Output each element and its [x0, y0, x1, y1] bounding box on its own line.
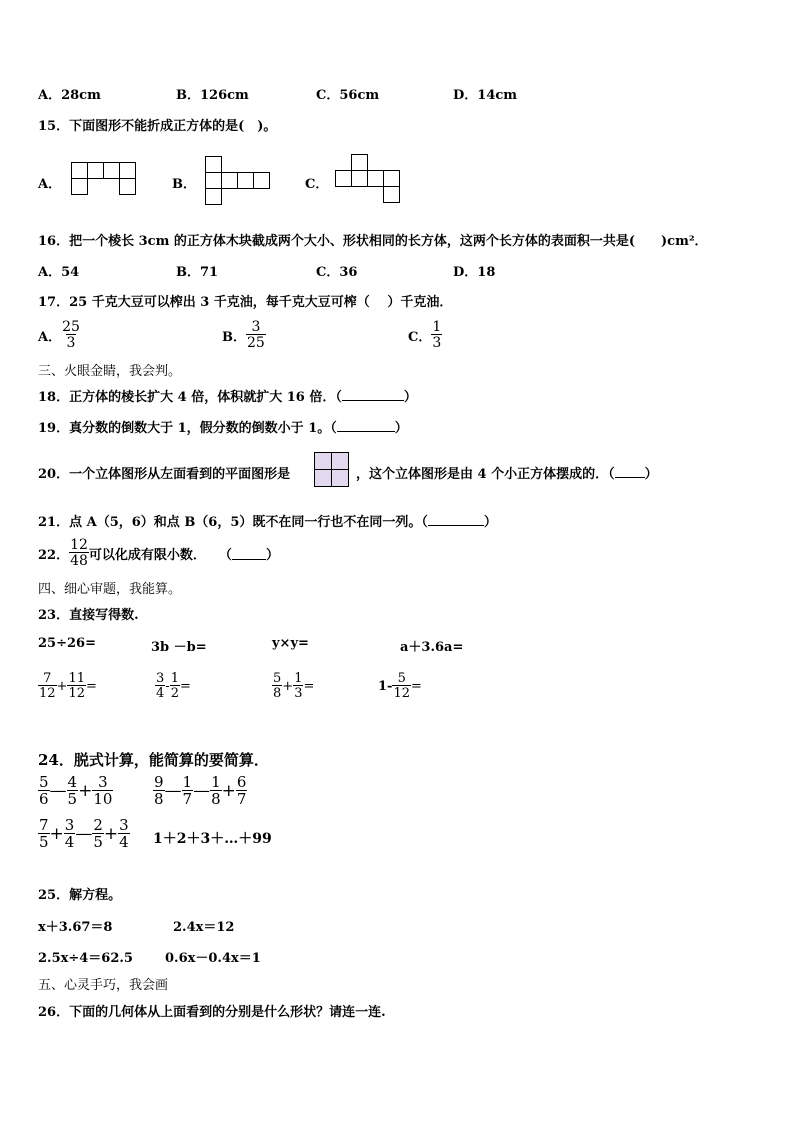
q22-text: 可以化成有限小数． （: [88, 547, 232, 563]
q16-option-d: D．18: [453, 265, 496, 280]
q15-text: 15．下面图形不能折成正方体的是( )。: [38, 119, 277, 134]
q23-r2-2: $\frac{3}{4}$ - $\frac{1}{2}$ =: [156, 671, 191, 701]
section-4-heading: 四、细心审题，我能算。: [38, 582, 182, 597]
left-view-figure: [314, 452, 350, 488]
q23-r1-1: 25÷26=: [38, 636, 96, 651]
q23-r2-3: $\frac{5}{8}$ + $\frac{1}{3}$ =: [273, 671, 315, 701]
q25-text: 25．解方程。: [38, 888, 122, 903]
q16-option-a: A．54: [38, 265, 80, 280]
q20-end: ）: [644, 467, 658, 482]
q17-option-c-fraction: $\frac{1}{3}$: [432, 319, 442, 351]
q14-option-c: C．56cm: [316, 88, 380, 103]
q20-text-post: ，这个立体图形是由 4 个小正方体摆成的．（: [356, 467, 615, 482]
section-5-heading: 五、心灵手巧，我会画: [38, 978, 169, 993]
q24-expression-2: $\frac{9}{8}$ — $\frac{1}{7}$ — $\frac{1}{8}$ + $\frac{6}{7}$: [154, 773, 247, 808]
q22-number: 22．: [38, 547, 70, 563]
q22-question: [38, 538, 279, 568]
q22-fraction: $\frac{12}{48}$: [70, 537, 88, 569]
q24-expression-3: $\frac{7}{5}$ + $\frac{3}{4}$ — $\frac{2}{5}$ + $\frac{3}{4}$: [39, 816, 129, 851]
q18-text: 18．正方体的棱长扩大 4 倍，体积就扩大 16 倍．（: [38, 390, 342, 405]
q23-text: 23．直接写得数.: [38, 608, 139, 623]
net-figure-a: [71, 162, 137, 196]
q17-option-b-fraction: $\frac{3}{25}$: [247, 319, 265, 351]
q15-option-b: B．: [172, 177, 196, 192]
q18-question: [38, 386, 417, 405]
q17-option-a-fraction: $\frac{25}{3}$: [62, 319, 80, 351]
q23-r1-2: 3b －b=: [151, 640, 207, 655]
q16-option-b: B．71: [176, 265, 219, 280]
q25-equation-4: 0.6x－0.4x＝1: [165, 951, 261, 966]
q23-r1-3: y×y=: [272, 636, 309, 651]
q25-equation-1: x＋3.67＝8: [38, 920, 113, 935]
section-3-heading: 三、火眼金睛，我会判。: [38, 364, 182, 379]
q22-answer-blank[interactable]: [232, 547, 266, 560]
q20-question-end: [356, 463, 658, 482]
q17-option-b-label: B．: [222, 329, 246, 345]
q15-option-c: C．: [305, 177, 329, 192]
q14-option-d: D．14cm: [453, 88, 518, 103]
q25-equation-2: 2.4x＝12: [173, 920, 235, 935]
q19-end: ）: [394, 421, 408, 436]
q15-option-a: A．: [38, 177, 62, 192]
q16-option-c: C．36: [316, 265, 358, 280]
q16-text: 16．把一个棱长 3cm 的正方体木块截成两个大小、形状相同的长方体，这两个长方体的表面积一共是( )cm²．: [38, 234, 708, 249]
q17-option-a-label: A．: [38, 329, 62, 345]
q14-option-a: A．28cm: [38, 88, 101, 103]
q24-text: 24．脱式计算，能简算的要简算．: [38, 751, 269, 769]
q14-option-b: B．126cm: [176, 88, 249, 103]
q17-text: 17．25 千克大豆可以榨出 3 千克油，每千克大豆可榨（ ）千克油．: [38, 295, 453, 310]
q20-answer-blank[interactable]: [615, 465, 645, 478]
net-figure-b: [205, 156, 271, 206]
q18-answer-blank[interactable]: [342, 388, 404, 401]
q24-expression-1: $\frac{5}{6}$ — $\frac{4}{5}$ + $\frac{3}{10}$: [39, 773, 113, 808]
q24-expression-4: 1＋2＋3＋…＋99: [153, 831, 272, 847]
q19-text: 19．真分数的倒数大于 1，假分数的倒数小于 1。（: [38, 421, 337, 436]
net-figure-c: [335, 154, 403, 206]
q19-question: [38, 417, 408, 436]
q23-r1-4: a＋3.6a=: [400, 640, 464, 655]
q25-equation-3: 2.5x÷4＝62.5: [38, 951, 133, 966]
q17-option-c-label: C．: [408, 329, 432, 345]
q20-text-pre: 20．一个立体图形从左面看到的平面图形是: [38, 467, 291, 482]
q22-end: ）: [265, 547, 279, 563]
q23-r2-4: 1- $\frac{5}{12}$ =: [378, 671, 422, 701]
q18-end: ）: [403, 390, 417, 405]
q21-question: [38, 511, 497, 530]
q21-end: ）: [483, 515, 497, 530]
q21-answer-blank[interactable]: [428, 513, 484, 526]
q19-answer-blank[interactable]: [337, 419, 395, 432]
q26-text: 26．下面的几何体从上面看到的分别是什么形状？请连一连.: [38, 1005, 386, 1020]
q23-r2-1: $\frac{7}{12}$ + $\frac{11}{12}$ =: [39, 671, 97, 701]
q21-text: 21．点 A（5，6）和点 B（6，5）既不在同一行也不在同一列。（: [38, 515, 428, 530]
